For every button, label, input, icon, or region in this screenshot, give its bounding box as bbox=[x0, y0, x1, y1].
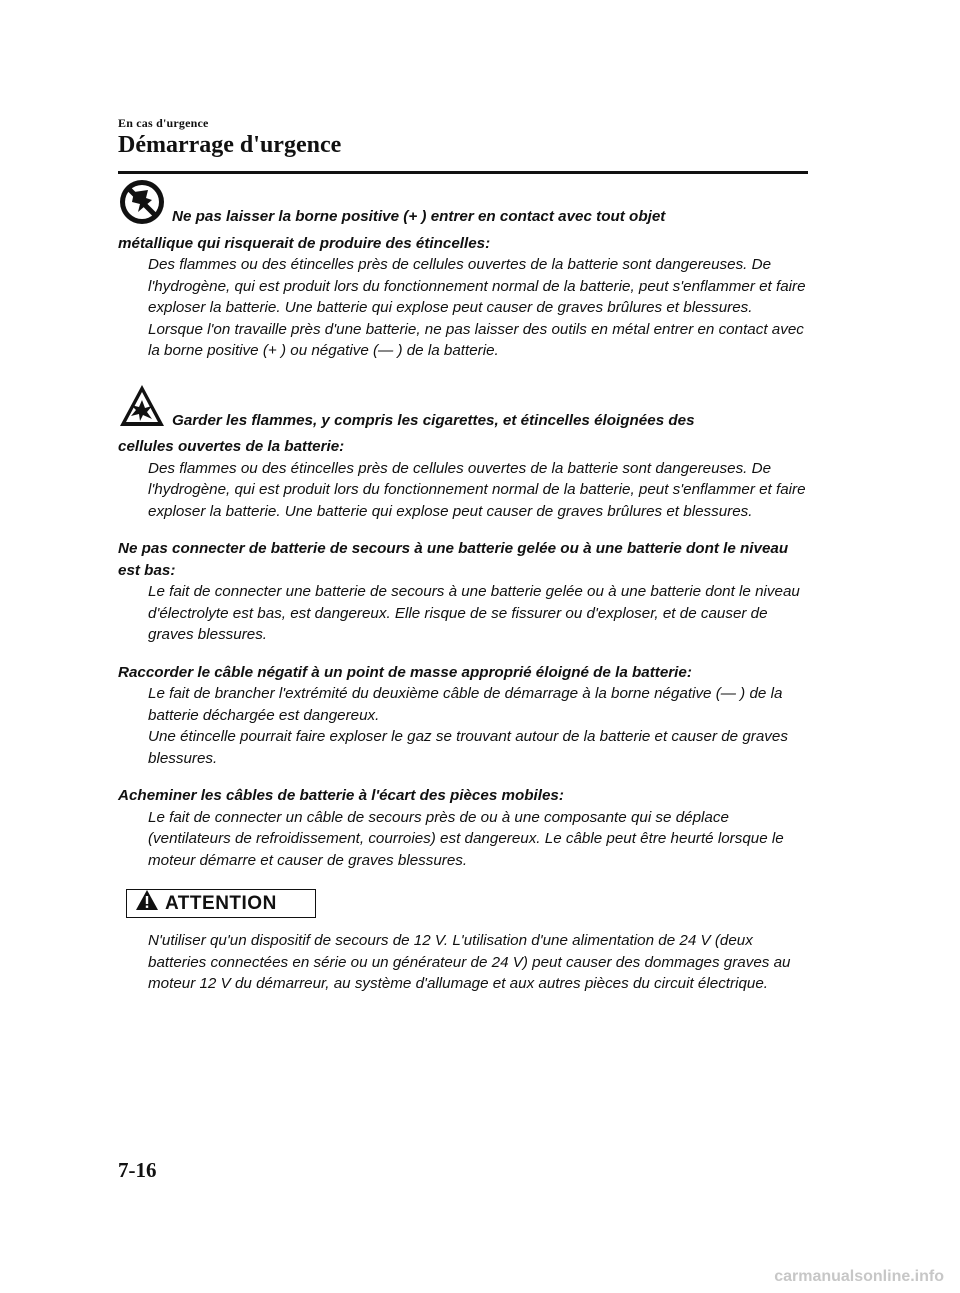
warning-heading: Garder les flammes, y compris les cigarettes, et étincelles éloignées des bbox=[172, 411, 695, 429]
watermark: carmanualsonline.info bbox=[774, 1268, 944, 1285]
warning-negative-cable bbox=[118, 662, 808, 770]
warning-body: Des flammes ou des étincelles près de cellules ouvertes de la batterie sont dangereuses. De l'hydrogène, qui est produit lors du fonctionnement normal de la batterie, peut s'enflammer et faire exploser la batterie. Une batterie qui explose peut causer de graves brûlures et blessures. Lorsque l'on travaille près d'une batterie, ne pas laisser des outils en métal entrer en contact avec la borne positive (+ ) ou négative (— ) de la batterie. bbox=[148, 256, 806, 359]
warning-flames bbox=[118, 382, 808, 523]
section-label: En cas d'urgence bbox=[118, 116, 209, 130]
warning-body-2: Une étincelle pourrait faire exploser le gaz se trouvant autour de la batterie et causer de graves blessures. bbox=[148, 728, 788, 767]
title-rule bbox=[118, 171, 808, 174]
warning-frozen-battery bbox=[118, 538, 808, 646]
page-number: 7-16 bbox=[118, 1158, 157, 1182]
page-title: Démarrage d'urgence bbox=[118, 132, 342, 158]
attention-label: ATTENTION bbox=[165, 892, 277, 914]
warning-heading-cont: cellules ouvertes de la batterie: bbox=[118, 438, 345, 455]
explosion-warning-icon bbox=[118, 382, 166, 437]
attention-body: N'utiliser qu'un dispositif de secours de 12 V. L'utilisation d'une alimentation de 24 V (deux batteries connectées en série ou un générateur de 24 V) peut causer des dommages graves au moteur 12 V du démarreur, au système d'allumage et aux autres pièces du circuit électrique. bbox=[148, 932, 791, 992]
warning-body: Des flammes ou des étincelles près de cellules ouvertes de la batterie sont dangereuses. De l'hydrogène, qui est produit lors du fonctionnement normal de la batterie, peut s'enflammer et faire exploser la batterie. Une batterie qui explose peut causer de graves brûlures et blessures. bbox=[148, 459, 806, 520]
no-sparks-icon bbox=[118, 178, 166, 233]
warning-moving-parts bbox=[118, 785, 808, 871]
warning-no-sparks bbox=[118, 178, 808, 362]
warning-body: Le fait de connecter un câble de secours près de ou à une composante qui se déplace (ventilateurs de refroidissement, courroies) est dangereux. Le câble peut être heurté lorsque le moteur démarre et causer de graves blessures. bbox=[148, 808, 784, 869]
warning-heading: Ne pas laisser la borne positive (+ ) entrer en contact avec tout objet bbox=[172, 208, 666, 225]
content bbox=[118, 178, 808, 995]
warning-heading: Raccorder le câble négatif à un point de masse approprié éloigné de la batterie: bbox=[118, 663, 692, 681]
warning-heading: Ne pas connecter de batterie de secours à une batterie gelée ou à une batterie dont le niveau est bas: bbox=[118, 540, 789, 579]
warning-body: Le fait de brancher l'extrémité du deuxième câble de démarrage à la borne négative (— ) de la batterie déchargée est dangereux. bbox=[148, 685, 783, 724]
warning-heading-cont: métallique qui risquerait de produire des étincelles: bbox=[118, 234, 491, 252]
caution-triangle-icon bbox=[135, 889, 159, 918]
warning-body: Le fait de connecter une batterie de secours à une batterie gelée ou à une batterie dont le niveau d'électrolyte est bas, est dangereux. Elle risque de se fissurer ou d'exploser, et de causer de graves blessures. bbox=[148, 583, 800, 643]
attention-box bbox=[126, 889, 316, 918]
warning-heading: Acheminer les câbles de batterie à l'écart des pièces mobiles: bbox=[118, 787, 564, 804]
